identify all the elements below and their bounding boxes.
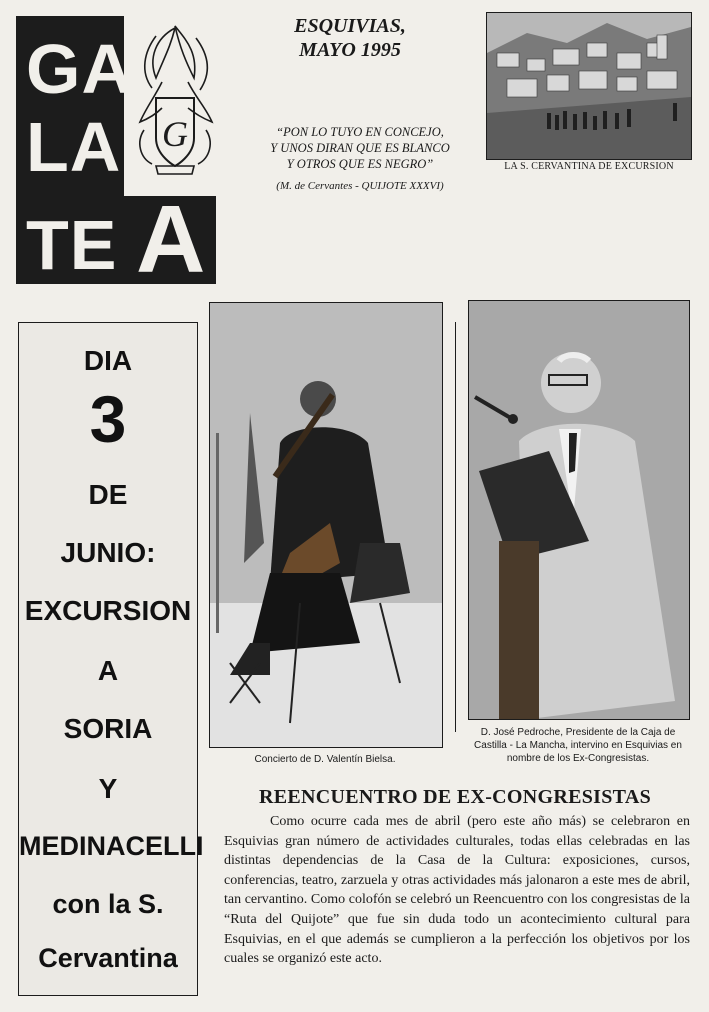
masthead-big-a: A	[136, 186, 206, 293]
cervantes-quote	[240, 124, 480, 172]
caption-line: Castilla - La Mancha, intervino en Esquivias en	[474, 740, 682, 751]
crest-letter: G	[162, 114, 188, 154]
announcement-line: A	[97, 655, 119, 686]
quote-line: “PON LO TUYO EN CONCEJO,	[276, 125, 444, 139]
announcement-day-number: 3	[89, 382, 127, 456]
masthead-line-2: LA	[26, 108, 122, 186]
crest-emblem	[126, 18, 224, 178]
caption-line: D. José Pedroche, Presidente de la Caja de	[480, 727, 676, 738]
column-divider	[455, 322, 456, 732]
concert-photo	[209, 302, 443, 748]
concert-photo-caption: Concierto de D. Valentín Bielsa.	[254, 754, 396, 765]
speaker-photo-caption	[466, 726, 690, 765]
article-title: REENCUENTRO DE EX-CONGRESISTAS	[258, 786, 652, 808]
issue-place-date	[260, 14, 440, 62]
issue-date: MAYO 1995	[299, 39, 401, 61]
speaker-photo	[468, 300, 690, 720]
announcement-line: MEDINACELLI	[19, 831, 204, 861]
excursion-photo-caption: LA S. CERVANTINA DE EXCURSION	[504, 161, 674, 172]
announcement-line: Y	[98, 773, 118, 804]
excursion-announcement-box	[18, 322, 204, 996]
masthead-line-1: GA	[26, 30, 133, 108]
issue-place: ESQUIVIAS,	[294, 15, 406, 37]
announcement-line: Cervantina	[38, 943, 178, 973]
announcement-line: EXCURSION	[24, 595, 192, 626]
caption-line: nombre de los Ex-Congresistas.	[506, 753, 650, 764]
announcement-line: DIA	[83, 345, 133, 376]
announcement-line: DE	[88, 479, 128, 510]
quote-source: (M. de Cervantes - QUIJOTE XXXVI)	[276, 180, 444, 192]
announcement-line: con la S.	[52, 889, 164, 919]
masthead-line-3: TE	[26, 206, 118, 284]
announcement-line: SORIA	[63, 713, 153, 744]
excursion-photo	[486, 12, 692, 160]
announcement-line: JUNIO:	[60, 537, 156, 568]
quote-line: Y OTROS QUE ES NEGRO”	[286, 157, 434, 171]
quote-line: Y UNOS DIRAN QUE ES BLANCO	[270, 141, 450, 155]
article-body: Como ocurre cada mes de abril (pero este año más) se celebraron en Esquivias gran número de actividades culturales, todas ellas celebradas en las distintas dependencias de la Casa de la Cultura: exposiciones, cursos, conferencias, teatro, zarzuela y otras actividades más jalonaron a este mes de abril, tan cervantino. Como colofón se celebró un Reencuentro con los congresistas de la “Ruta del Quijote” que fue sin duda todo un acontecimiento cultural para Esquivias, en el que además se cumplieron a la perfección los objetivos por los cuales se organizó este acto.	[224, 814, 690, 967]
